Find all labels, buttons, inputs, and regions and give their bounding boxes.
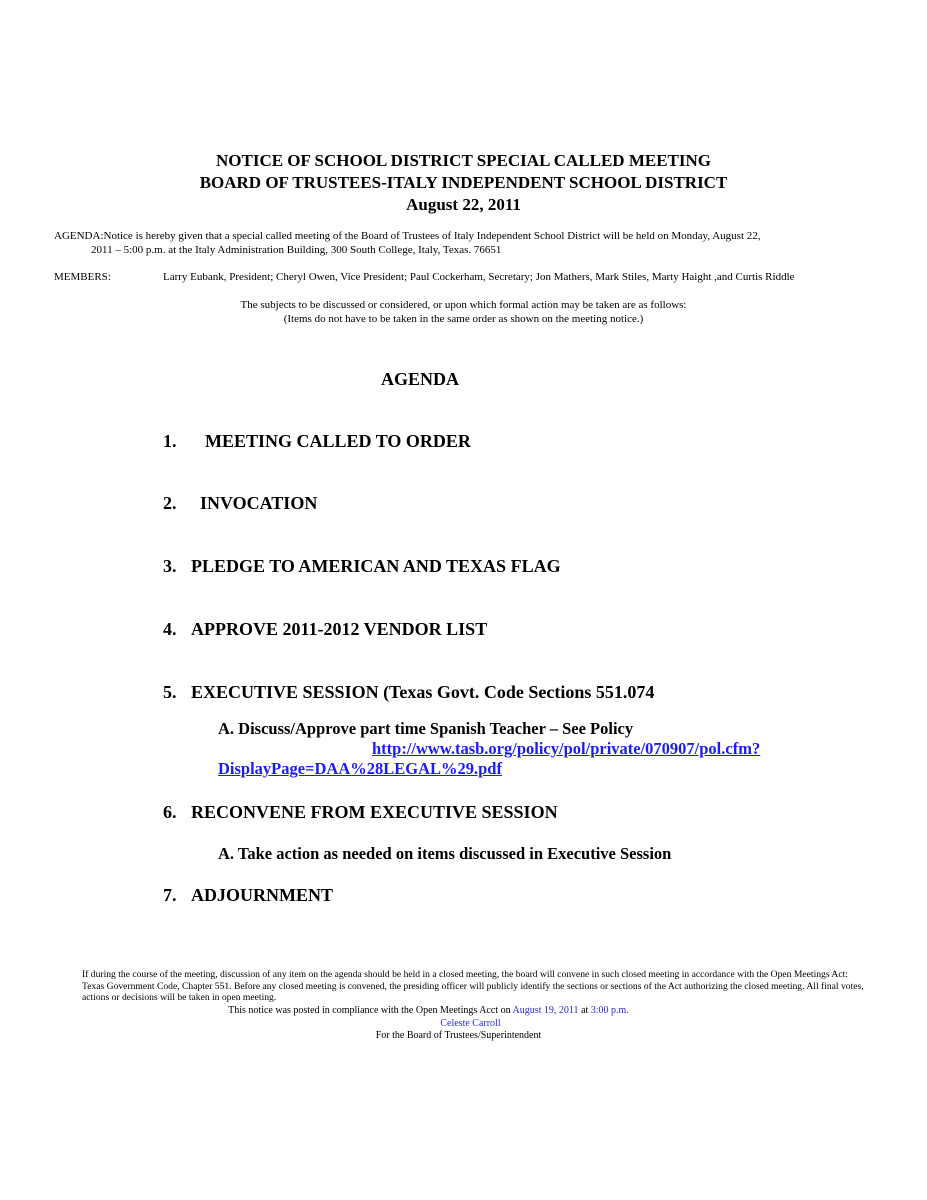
- members-label: MEMBERS:: [54, 271, 111, 283]
- closed-meeting-disclaimer: If during the course of the meeting, discussion of any item on the agenda should be held in a closed meeting, the board will convene in such closed meeting in accordance with the Open Meetings Act: Texas Government Code, Chapter 551. Before any closed meeting is convened, the presiding officer will publicly identify the sections or sections of the Act authorizing the closed meeting. All final votes, actions or decisions will be taken in open meeting.: [82, 969, 864, 1004]
- notice-text-line1: AGENDA:Notice is hereby given that a special called meeting of the Board of Trustees of Italy Independent School District will be held on Monday, August 22,: [54, 230, 761, 242]
- agenda-item-number: 5.: [163, 682, 177, 702]
- posting-statement: [0, 1005, 857, 1017]
- agenda-item-2: [163, 492, 317, 514]
- agenda-item-text: MEETING CALLED TO ORDER: [205, 431, 471, 451]
- agenda-item-text: EXECUTIVE SESSION (Texas Govt. Code Sections 551.074: [191, 682, 655, 702]
- signer-title: For the Board of Trustees/Superintendent: [375, 1030, 542, 1041]
- agenda-item-3: [163, 555, 561, 577]
- subjects-line2: (Items do not have to be taken in the same order as shown on the meeting notice.): [283, 313, 644, 325]
- posting-prefix: This notice was posted in compliance with the Open Meetings Acct on: [228, 1005, 513, 1016]
- members-names: Larry Eubank, President; Cheryl Owen, Vice President; Paul Cockerham, Secretary; Jon Mathers, Mark Stiles, Marty Haight ,and Curtis Riddle: [163, 271, 795, 283]
- notice-title: NOTICE OF SCHOOL DISTRICT SPECIAL CALLED MEETING: [215, 151, 711, 170]
- agenda-item-number: 2.: [163, 493, 177, 513]
- policy-link-line1[interactable]: http://www.tasb.org/policy/pol/private/070907/pol.cfm?: [372, 739, 761, 758]
- meeting-date: August 22, 2011: [406, 195, 521, 214]
- agenda-item-number: 6.: [163, 802, 177, 822]
- agenda-item-5: [163, 681, 654, 703]
- posting-date: August 19, 2011: [512, 1005, 579, 1016]
- notice-text-line2: 2011 – 5:00 p.m. at the Italy Administration Building, 300 South College, Italy, Texas. 76651: [91, 244, 502, 256]
- agenda-item-text: RECONVENE FROM EXECUTIVE SESSION: [191, 802, 558, 822]
- agenda-heading: AGENDA: [381, 369, 460, 389]
- agenda-item-6: [163, 801, 558, 823]
- agenda-item-4: [163, 618, 487, 640]
- posting-time: 3:00 p.m.: [590, 1005, 629, 1016]
- agenda-item-text: APPROVE 2011-2012 VENDOR LIST: [191, 619, 488, 639]
- signer-name: Celeste Carroll: [440, 1018, 501, 1029]
- agenda-item-text: PLEDGE TO AMERICAN AND TEXAS FLAG: [191, 556, 561, 576]
- agenda-item-6-sub-a: A. Take action as needed on items discussed in Executive Session: [218, 844, 672, 863]
- agenda-item-7: [163, 884, 333, 906]
- agenda-item-number: 7.: [163, 885, 177, 905]
- agenda-item-5-sub-a: A. Discuss/Approve part time Spanish Teacher – See Policy: [218, 719, 634, 738]
- agenda-item-number: 3.: [163, 556, 177, 576]
- subjects-line1: The subjects to be discussed or considered, or upon which formal action may be taken are as follows:: [240, 299, 687, 311]
- policy-link-line2[interactable]: DisplayPage=DAA%28LEGAL%29.pdf: [218, 759, 502, 778]
- agenda-item-text: INVOCATION: [200, 493, 318, 513]
- agenda-item-number: 1.: [163, 431, 177, 451]
- agenda-item-1: [163, 430, 471, 452]
- agenda-item-text: ADJOURNMENT: [191, 885, 333, 905]
- posting-at: at: [578, 1005, 591, 1016]
- board-title: BOARD OF TRUSTEES-ITALY INDEPENDENT SCHOOL DISTRICT: [199, 173, 728, 192]
- agenda-item-number: 4.: [163, 619, 177, 639]
